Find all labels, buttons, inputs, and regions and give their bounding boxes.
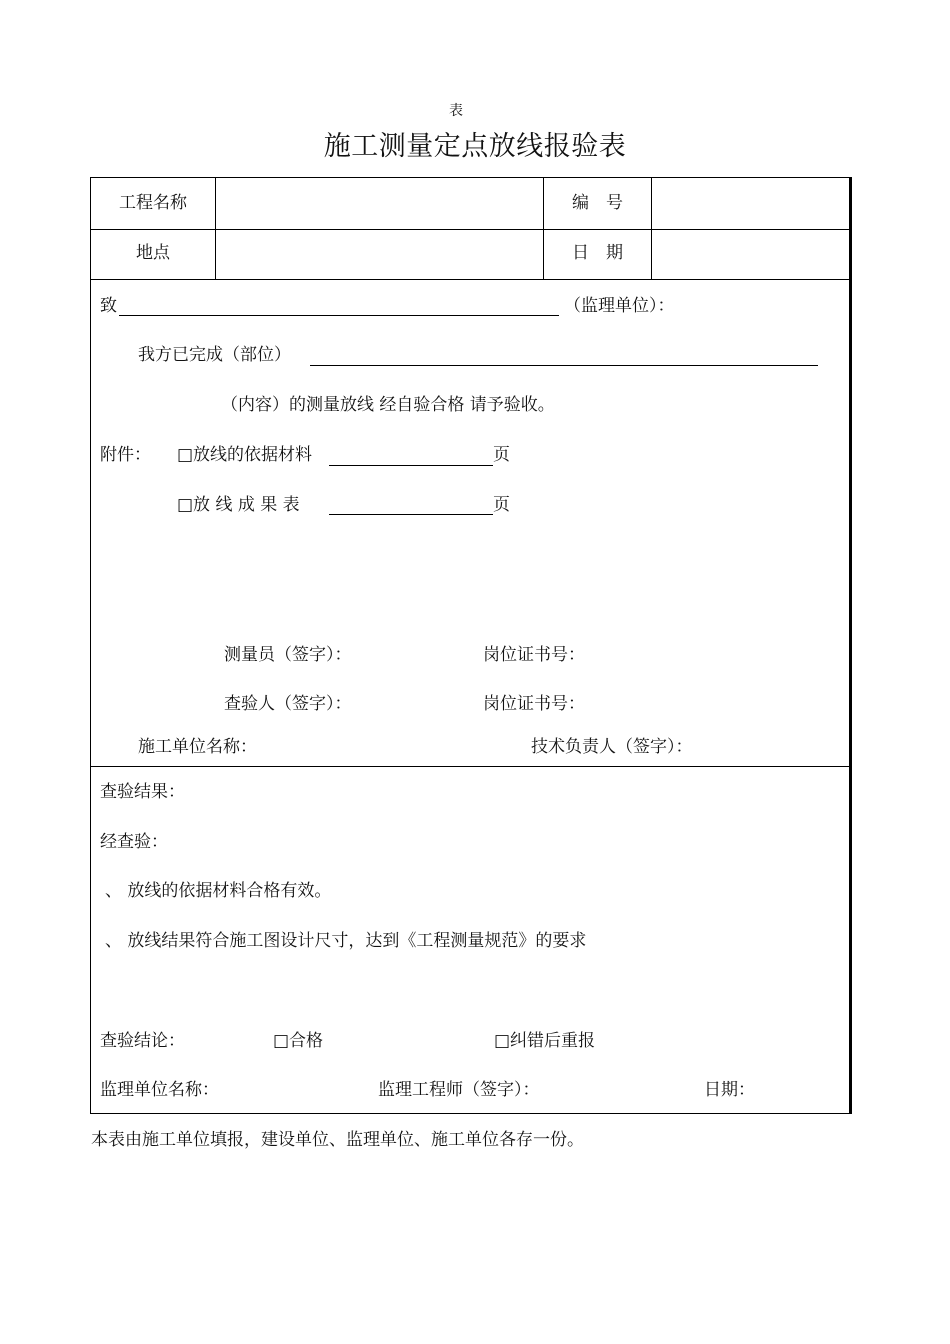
- inspector-sign-label: 查验人（签字）：: [224, 694, 352, 714]
- tech-lead-sign-label: 技术负责人（签字）：: [531, 737, 693, 757]
- section-divider: [91, 766, 849, 767]
- supervisor-unit-name-label: 监理单位名称：: [100, 1080, 219, 1100]
- number-label: 编 号: [572, 193, 623, 213]
- content-statement: （内容）的测量放线 经自验合格 请予验收。: [221, 395, 555, 415]
- result-item: 、 放线结果符合施工图设计尺寸，达到《工程测量规范》的要求: [105, 931, 587, 951]
- attachment-basis-pages-blank[interactable]: [329, 465, 493, 466]
- column-divider: [651, 178, 652, 279]
- result-date-label: 日期：: [704, 1080, 755, 1100]
- project-name-label: 工程名称: [119, 193, 187, 213]
- project-name-field[interactable]: [217, 180, 541, 227]
- conclusion-label: 查验结论：: [100, 1031, 185, 1051]
- column-divider: [215, 178, 216, 279]
- page-title: 施工测量定点放线报验表: [323, 131, 627, 162]
- row-divider: [91, 279, 849, 280]
- to-prefix: 致: [100, 296, 117, 316]
- surveyor-sign-label: 测量员（签字）：: [224, 645, 352, 665]
- location-label: 地点: [136, 243, 170, 263]
- supervisor-engineer-sign-label: 监理工程师（签字）：: [378, 1080, 540, 1100]
- number-field[interactable]: [653, 180, 847, 227]
- completed-part-label: 我方已完成（部位）: [138, 345, 291, 365]
- location-field[interactable]: [217, 231, 541, 277]
- row-divider: [91, 229, 849, 230]
- result-item: 、 放线的依据材料合格有效。: [105, 881, 332, 901]
- supervisor-unit-blank[interactable]: [119, 315, 559, 316]
- date-field[interactable]: [653, 231, 847, 277]
- attachment-label: 附件：: [100, 445, 151, 465]
- contractor-name-label: 施工单位名称：: [138, 737, 257, 757]
- resubmit-checkbox[interactable]: □纠错后重报: [494, 1031, 596, 1051]
- part-blank[interactable]: [310, 365, 818, 366]
- date-label: 日 期: [572, 243, 623, 263]
- page-unit: 页: [493, 495, 510, 515]
- post-cert-label: 岗位证书号：: [483, 694, 585, 714]
- checked-label: 经查验：: [100, 832, 168, 852]
- attachment-result-pages-blank[interactable]: [329, 514, 493, 515]
- pass-checkbox[interactable]: □合格: [273, 1031, 324, 1051]
- page-unit: 页: [493, 445, 510, 465]
- form-table: [90, 177, 852, 1114]
- attachment-result-checkbox[interactable]: □放 线 成 果 表: [177, 495, 300, 515]
- post-cert-label: 岗位证书号：: [483, 645, 585, 665]
- inspection-result-label: 查验结果：: [100, 782, 185, 802]
- footnote: 本表由施工单位填报，建设单位、监理单位、施工单位各存一份。: [91, 1130, 584, 1150]
- form-number-label: 表: [449, 103, 463, 119]
- to-suffix: （监理单位）：: [564, 296, 675, 316]
- attachment-basis-checkbox[interactable]: □放线的依据材料: [177, 445, 313, 465]
